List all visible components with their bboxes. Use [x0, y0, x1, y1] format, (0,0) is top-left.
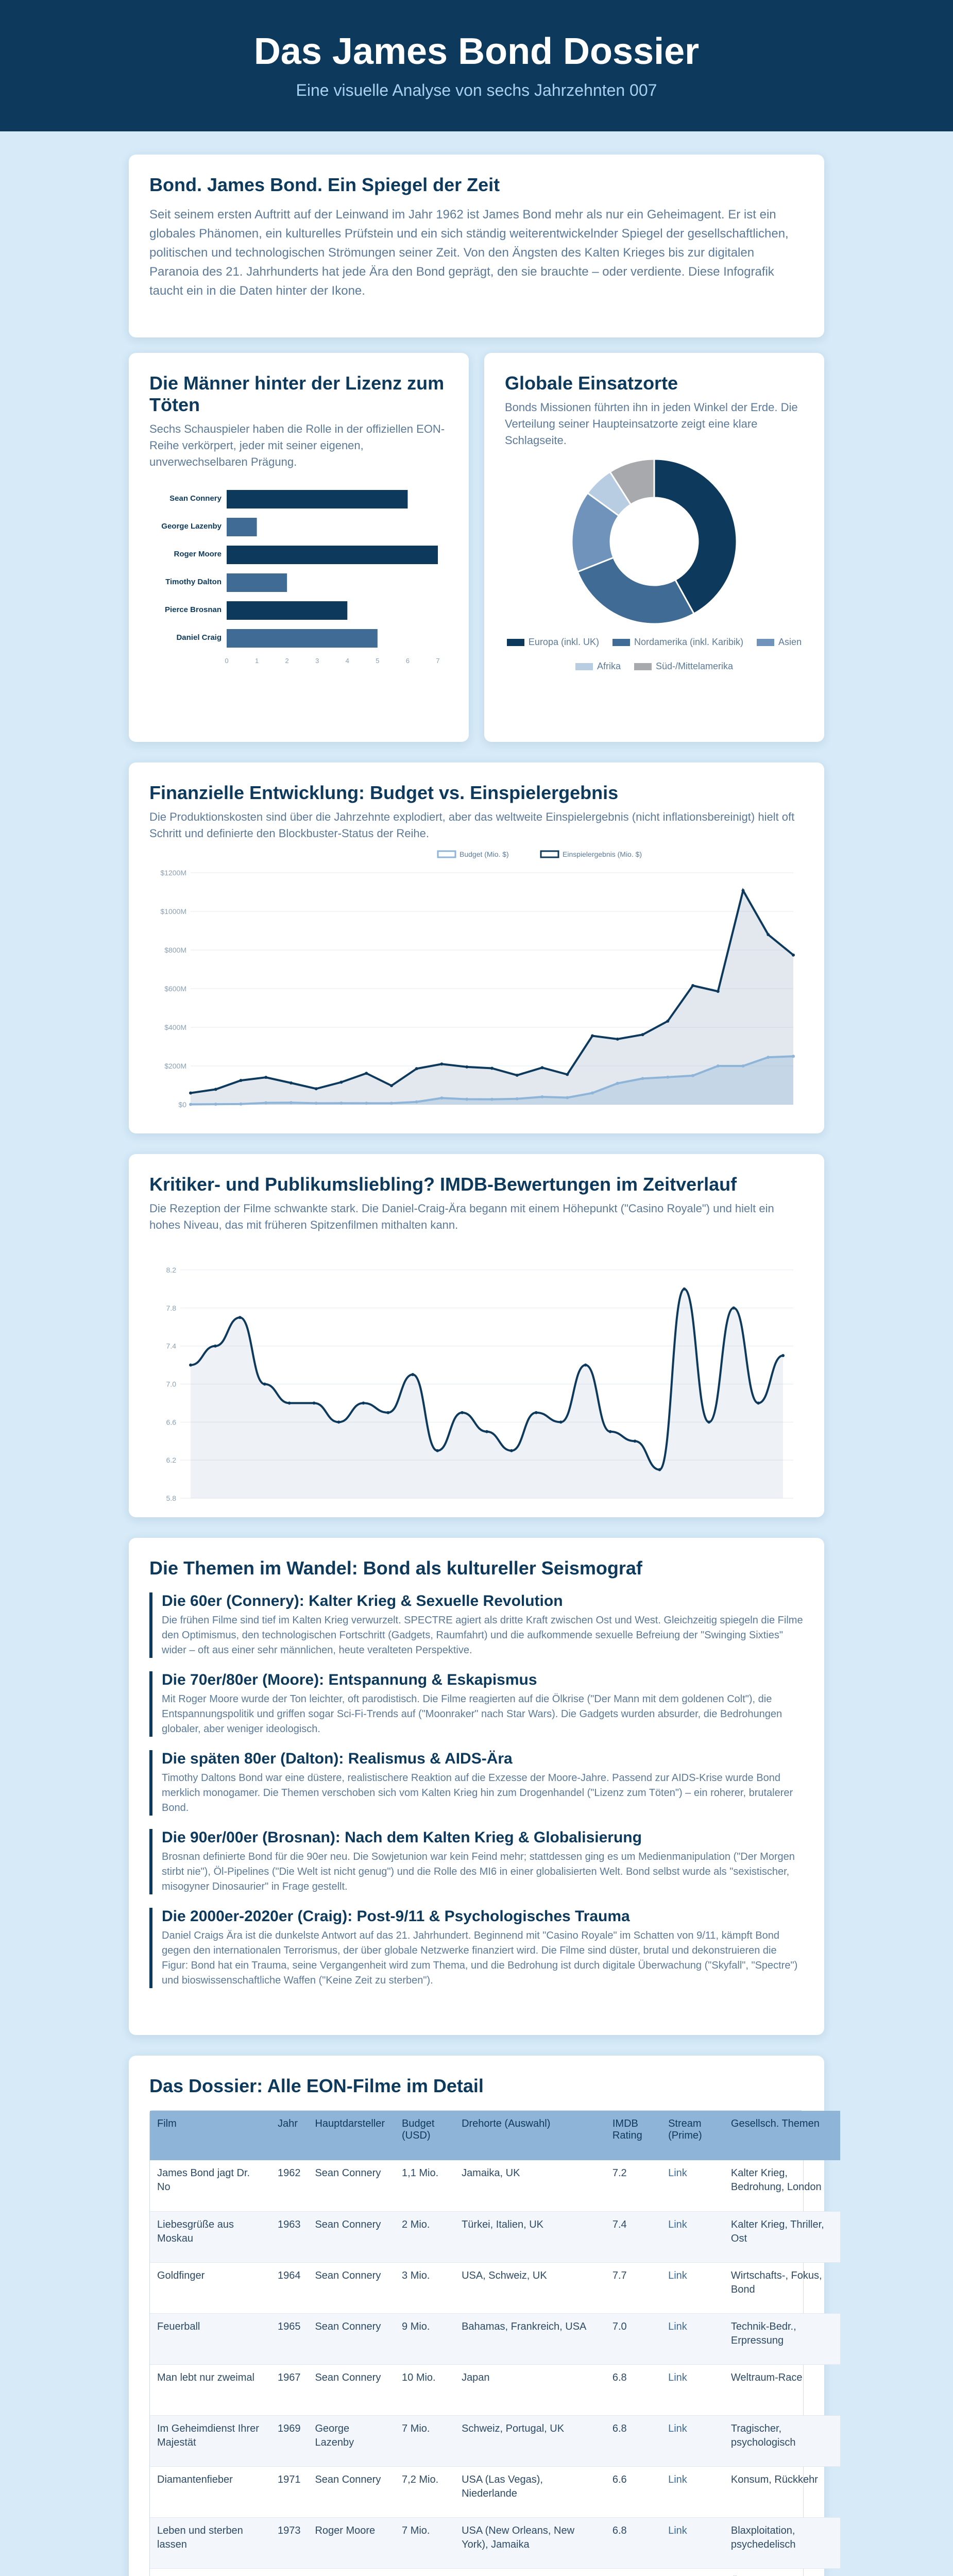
data-point	[767, 1056, 770, 1059]
legend-label: Budget (Mio. $)	[460, 850, 509, 858]
table-cell: 2 Mio.	[395, 2211, 454, 2262]
data-point	[591, 1035, 594, 1038]
stream-link[interactable]: Link	[661, 2517, 724, 2568]
legend-label: Europa (inkl. UK)	[528, 637, 599, 647]
x-tick-label: 7	[436, 657, 440, 665]
imdb-title: Kritiker- und Publikumsliebling? IMDB-Bewertungen im Zeitverlauf	[149, 1174, 737, 1195]
data-point	[535, 1411, 538, 1414]
stream-link[interactable]: Link	[661, 2364, 724, 2415]
data-point	[240, 1079, 243, 1082]
data-point	[240, 1103, 243, 1106]
table-cell: 1,1 Mio.	[395, 2160, 454, 2211]
table-cell: Sean Connery	[308, 2211, 395, 2262]
legend-label: Einspielergebnis (Mio. $)	[563, 850, 642, 858]
data-point	[362, 1401, 365, 1404]
table-cell: Jamaika, UK	[454, 2160, 605, 2211]
actors-title: Die Männer hinter der Lizenz zum Töten	[149, 372, 445, 415]
column-header: Drehorte (Auswahl)	[454, 2111, 605, 2160]
theme-item	[149, 1592, 804, 1658]
column-header: Hauptdarsteller	[308, 2111, 395, 2160]
actors-locations-row	[129, 353, 824, 742]
theme-item	[149, 1671, 804, 1737]
data-point	[490, 1098, 493, 1101]
data-point	[264, 1076, 267, 1079]
data-point	[440, 1062, 444, 1065]
theme-item	[149, 1908, 804, 1988]
table-row	[150, 2415, 840, 2466]
legend-swatch	[438, 851, 455, 857]
theme-heading: Die 2000er-2020er (Craig): Post-9/11 & Psychologisches Trauma	[162, 1908, 630, 1925]
actor-bar	[227, 546, 438, 564]
column-header: Stream (Prime)	[661, 2111, 724, 2160]
data-point	[658, 1468, 661, 1471]
legend-swatch	[507, 639, 524, 646]
legend-label: Nordamerika (inkl. Karibik)	[634, 637, 744, 647]
imdb-line-chart	[149, 1241, 804, 1509]
table-cell: 7.2	[605, 2160, 661, 2211]
bar-label: Pierce Brosnan	[164, 605, 222, 614]
theme-text: Brosnan definierte Bond für die 90er neu. Die Sowjetunion war kein Feind mehr; stattdessen ging es um Medienmanipulation ("Der Morgen stirbt nie"), Öl-Pipelines ("Die Welt ist nicht genug") und die Rolle des MI6 in einer globalisierten Welt. Bond selbst wurde als "sexistischer, misogyner Dinosaurier" in Frage gestellt.	[162, 1851, 795, 1892]
data-point	[340, 1101, 343, 1105]
legend-item	[575, 661, 621, 672]
column-header: Jahr	[270, 2111, 308, 2160]
data-point	[742, 1064, 745, 1067]
table-cell: USA (New Orleans, New York), Jamaika	[454, 2517, 605, 2568]
theme-text: Daniel Craigs Ära ist die dunkelste Antwort auf das 21. Jahrhundert. Beginnend mit "Casino Royale" im Schatten von 9/11, kämpft Bond gegen den internationalen Terrorismus, der über globale Netzwerke finanziert wird. Die Filme sind düster, brutal und dekonstruieren die Figur: Bond hat ein Trauma, seine Vergangenheit wird zum Thema, und die Bedrohung ist durch digitale Überwachung ("Skyfall", "Spectre") und bioswissenschaftliche Waffen ("Keine Zeit zu sterben").	[162, 1930, 798, 1986]
data-point	[707, 1420, 710, 1423]
data-point	[288, 1401, 291, 1404]
theme-heading: Die 70er/80er (Moore): Entspannung & Eskapismus	[162, 1671, 537, 1688]
donut-slice	[577, 557, 694, 624]
table-cell	[395, 2568, 454, 2576]
y-tick-label: 7.8	[166, 1303, 176, 1312]
legend-item	[507, 637, 599, 648]
table-cell: 6.8	[605, 2415, 661, 2466]
data-point	[189, 1092, 192, 1095]
table-cell: Türkei, Italien, UK	[454, 2211, 605, 2262]
table-row	[150, 2517, 840, 2568]
column-header: Budget (USD)	[395, 2111, 454, 2160]
stream-link[interactable]: Link	[661, 2160, 724, 2211]
column-header: IMDB Rating	[605, 2111, 661, 2160]
table-cell: 1963	[270, 2211, 308, 2262]
table-cell: 1962	[270, 2160, 308, 2211]
data-point	[290, 1101, 293, 1104]
dossier-table	[150, 2111, 840, 2576]
themes-title: Die Themen im Wandel: Bond als kultureller Seismograf	[149, 1557, 642, 1579]
budget-area-chart	[149, 847, 804, 1125]
bar-label: Daniel Craig	[176, 633, 222, 642]
data-point	[609, 1430, 612, 1433]
table-cell: 1973	[270, 2517, 308, 2568]
legend-item	[757, 637, 802, 648]
dossier-table-scroll[interactable]	[149, 2110, 824, 2576]
table-cell: Weltraum-Race	[724, 2364, 840, 2415]
legend-swatch	[541, 851, 558, 857]
intro-title: Bond. James Bond. Ein Spiegel der Zeit	[149, 174, 500, 195]
table-body	[150, 2160, 840, 2576]
data-point	[732, 1307, 735, 1310]
x-tick-label: 6	[405, 657, 410, 665]
x-tick-label: 1	[254, 657, 259, 665]
table-cell: 1971	[270, 2466, 308, 2517]
data-point	[584, 1364, 587, 1367]
x-tick-label: 0	[225, 657, 229, 665]
y-tick-label: 5.8	[166, 1494, 176, 1502]
stream-link[interactable]: Link	[661, 2415, 724, 2466]
table-cell: 9 Mio.	[395, 2313, 454, 2364]
table-cell	[454, 2568, 605, 2576]
table-row	[150, 2160, 840, 2211]
data-point	[189, 1364, 192, 1367]
table-cell: Tragischer, psychologisch	[724, 2415, 840, 2466]
legend-label: Süd-/Mittelamerika	[655, 661, 734, 671]
intro-card	[129, 155, 824, 337]
data-point	[616, 1082, 619, 1085]
table-cell: George Lazenby	[308, 2415, 395, 2466]
table-cell: Sean Connery	[308, 2262, 395, 2313]
locations-title: Globale Einsatzorte	[505, 372, 678, 394]
data-point	[666, 1076, 669, 1079]
data-point	[541, 1095, 544, 1098]
data-point	[634, 1439, 637, 1443]
theme-heading: Die 90er/00er (Brosnan): Nach dem Kalten Krieg & Globalisierung	[162, 1829, 642, 1846]
table-cell: 7.0	[605, 2313, 661, 2364]
imdb-desc: Die Rezeption der Filme schwankte stark. Die Daniel-Craig-Ära begann mit einem Höhepunkt ("Casino Royale") und hielt ein hohes Niveau, das mit früheren Spitzenfilmen mithalten kann.	[149, 1202, 774, 1231]
stream-link[interactable]: Link	[661, 2313, 724, 2364]
data-point	[616, 1038, 619, 1041]
stream-link[interactable]	[661, 2568, 724, 2576]
table-row	[150, 2364, 840, 2415]
page-title: Das James Bond Dossier	[253, 31, 700, 72]
theme-text: Timothy Daltons Bond war eine düstere, realistischere Reaktion auf die Exzesse der Moore-Jahre. Passend zur AIDS-Krise wurde Bond merklich monogamer. Die Themen verschoben sich vom Kalten Krieg hin zum Drogenhandel ("Lizenz zum Töten") – ein roherer, brutalerer Bond.	[162, 1772, 793, 1814]
legend-swatch	[612, 639, 630, 646]
table-cell: 1969	[270, 2415, 308, 2466]
y-tick-label: $0	[178, 1100, 186, 1109]
data-point	[315, 1087, 318, 1090]
data-point	[516, 1097, 519, 1100]
table-cell: Im Geheimdienst Ihrer Majestät	[150, 2415, 270, 2466]
table-cell: 7.4	[605, 2211, 661, 2262]
locations-donut-chart	[505, 454, 804, 629]
y-tick-label: $200M	[164, 1062, 186, 1070]
bar-label: Roger Moore	[174, 550, 222, 558]
data-point	[591, 1092, 594, 1095]
page-subtitle: Eine visuelle Analyse von sechs Jahrzehnten 007	[296, 81, 657, 99]
area-fill	[191, 1289, 783, 1498]
table-cell: Sean Connery	[308, 2364, 395, 2415]
data-point	[411, 1373, 414, 1376]
data-point	[239, 1316, 242, 1319]
x-tick-label: 4	[345, 657, 349, 665]
data-point	[313, 1401, 316, 1404]
table-cell: 6.8	[605, 2364, 661, 2415]
bar-label: Sean Connery	[169, 494, 222, 503]
table-cell: 1967	[270, 2364, 308, 2415]
y-tick-label: $800M	[164, 946, 186, 954]
data-point	[757, 1401, 760, 1404]
data-point	[516, 1074, 519, 1077]
actors-desc: Sechs Schauspieler haben die Rolle in der offiziellen EON-Reihe verkörpert, jeder mit seiner eigenen, unverwechselbaren Prägung.	[149, 422, 445, 468]
data-point	[742, 889, 745, 892]
data-point	[691, 984, 694, 987]
legend-label: Afrika	[597, 661, 621, 671]
data-point	[691, 1074, 694, 1077]
data-point	[641, 1033, 644, 1036]
data-point	[717, 1064, 720, 1067]
table-cell: 6.6	[605, 2466, 661, 2517]
theme-item	[149, 1750, 804, 1816]
table-cell	[270, 2568, 308, 2576]
data-point	[315, 1101, 318, 1105]
locations-desc: Bonds Missionen führten ihn in jeden Winkel der Erde. Die Verteilung seiner Haupteinsatzorte zeigt eine klare Schlagseite.	[505, 401, 798, 447]
table-cell: Konsum, Rückkehr	[724, 2466, 840, 2517]
theme-text: Die frühen Filme sind tief im Kalten Krieg verwurzelt. SPECTRE agiert als dritte Kraft zwischen Ost und West. Gleichzeitig spiegeln die Filme den Optimismus, den technologischen Fortschritt (Gadgets, Raumfahrt) und die aufkommende sexuelle Befreiung der "Swinging Sixties" wider – oft aus einer sehr männlichen, heute veralteten Perspektive.	[162, 1615, 803, 1656]
theme-text: Mit Roger Moore wurde der Ton leichter, oft parodistisch. Die Filme reagierten auf die Ölkrise ("Der Mann mit dem goldenen Colt"), die Entspannungspolitik und griffen sogar Sci-Fi-Trends auf ("Moonraker" nach Star Wars). Die Gadgets wurden absurder, die Bedrohungen globaler, aber weniger ideologisch.	[162, 1693, 782, 1735]
table-cell: 7,2 Mio.	[395, 2466, 454, 2517]
dossier-card	[129, 2056, 824, 2576]
data-point	[510, 1449, 513, 1452]
data-point	[386, 1411, 389, 1414]
data-point	[461, 1411, 464, 1414]
table-cell: James Bond jagt Dr. No	[150, 2160, 270, 2211]
data-point	[390, 1101, 393, 1105]
x-tick-label: 3	[315, 657, 319, 665]
bar-label: George Lazenby	[161, 522, 222, 531]
imdb-card	[129, 1154, 824, 1517]
data-point	[440, 1096, 444, 1099]
table-cell: USA, Schweiz, UK	[454, 2262, 605, 2313]
data-point	[465, 1098, 468, 1101]
stream-link[interactable]: Link	[661, 2466, 724, 2517]
data-point	[263, 1382, 266, 1385]
column-header: Gesellsch. Themen	[724, 2111, 840, 2160]
table-cell: Leben und sterben lassen	[150, 2517, 270, 2568]
y-tick-label: 6.6	[166, 1418, 176, 1427]
data-point	[415, 1100, 418, 1104]
table-cell: 1965	[270, 2313, 308, 2364]
legend-label: Asien	[778, 637, 802, 647]
data-point	[436, 1449, 439, 1452]
stream-link[interactable]: Link	[661, 2262, 724, 2313]
table-cell: Sean Connery	[308, 2466, 395, 2517]
table-row	[150, 2262, 840, 2313]
table-cell: Man lebt nur zweimal	[150, 2364, 270, 2415]
actor-bar	[227, 629, 378, 648]
table-cell: Kalter Krieg, Bedrohung, London	[724, 2160, 840, 2211]
table-cell: Bahamas, Frankreich, USA	[454, 2313, 605, 2364]
stream-link[interactable]: Link	[661, 2211, 724, 2262]
table-row	[150, 2466, 840, 2517]
data-point	[490, 1067, 493, 1070]
budget-card	[129, 762, 824, 1133]
table-cell: Blaxploitation, psychedelisch	[724, 2517, 840, 2568]
data-point	[465, 1065, 468, 1069]
legend-item	[634, 661, 733, 672]
table-cell: Feuerball	[150, 2313, 270, 2364]
data-point	[666, 1020, 669, 1023]
x-tick-label: 5	[376, 657, 380, 665]
actors-card	[129, 353, 469, 742]
table-cell	[308, 2568, 395, 2576]
data-point	[641, 1077, 644, 1080]
data-point	[290, 1081, 293, 1084]
table-cell: Diamantenfieber	[150, 2466, 270, 2517]
theme-item	[149, 1829, 804, 1894]
y-tick-label: 8.2	[166, 1265, 176, 1274]
table-cell: Technik-Bedr., Erpressung	[724, 2313, 840, 2364]
actor-bar	[227, 573, 287, 592]
data-point	[717, 990, 720, 993]
table-cell: Wirtschafts-, Fokus, Bond	[724, 2262, 840, 2313]
y-tick-label: $1000M	[160, 907, 186, 916]
table-cell: Sean Connery	[308, 2160, 395, 2211]
table-cell: Schweiz, Portugal, UK	[454, 2415, 605, 2466]
data-point	[781, 1354, 785, 1357]
data-point	[340, 1081, 343, 1084]
data-point	[189, 1103, 192, 1106]
page-header	[0, 0, 953, 131]
table-cell: 3 Mio.	[395, 2262, 454, 2313]
table-cell: 7 Mio.	[395, 2517, 454, 2568]
data-point	[792, 954, 795, 957]
locations-card	[484, 353, 824, 742]
table-cell	[724, 2568, 840, 2576]
data-point	[566, 1073, 569, 1076]
data-point	[683, 1287, 686, 1291]
actors-bar-chart	[149, 481, 448, 697]
y-tick-label: $1200M	[160, 869, 186, 877]
legend-swatch	[634, 663, 652, 670]
y-tick-label: 7.0	[166, 1380, 176, 1388]
table-cell: 10 Mio.	[395, 2364, 454, 2415]
table-cell: Japan	[454, 2364, 605, 2415]
table-cell	[605, 2568, 661, 2576]
table-cell	[150, 2568, 270, 2576]
dossier-title: Das Dossier: Alle EON-Filme im Detail	[149, 2075, 484, 2096]
data-point	[566, 1096, 569, 1099]
table-cell: 1964	[270, 2262, 308, 2313]
data-point	[485, 1430, 488, 1433]
table-cell: Liebesgrüße aus Moskau	[150, 2211, 270, 2262]
y-tick-label: 7.4	[166, 1342, 176, 1350]
table-cell: 6.8	[605, 2517, 661, 2568]
table-row	[150, 2211, 840, 2262]
budget-desc: Die Produktionskosten sind über die Jahrzehnte explodiert, aber das weltweite Einspielergebnis (nicht inflationsbereinigt) hielt oft Schritt und definierte den Blockbuster-Status der Reihe.	[149, 810, 795, 840]
data-point	[390, 1084, 393, 1087]
data-point	[214, 1345, 217, 1348]
data-point	[415, 1067, 418, 1070]
legend-swatch	[757, 639, 774, 646]
data-point	[559, 1420, 563, 1423]
table-cell: Goldfinger	[150, 2262, 270, 2313]
locations-legend	[505, 637, 804, 672]
data-point	[365, 1072, 368, 1075]
data-point	[792, 1055, 795, 1058]
data-point	[767, 933, 770, 936]
data-point	[541, 1066, 544, 1069]
themes-card	[129, 1538, 824, 2035]
column-header: Film	[150, 2111, 270, 2160]
x-tick-label: 2	[285, 657, 289, 665]
actor-bar	[227, 518, 257, 536]
data-point	[264, 1101, 267, 1105]
theme-heading: Die späten 80er (Dalton): Realismus & AIDS-Ära	[162, 1750, 513, 1767]
budget-title: Finanzielle Entwicklung: Budget vs. Einspielergebnis	[149, 782, 619, 803]
table-cell: 7.7	[605, 2262, 661, 2313]
y-tick-label: 6.2	[166, 1456, 176, 1465]
data-point	[365, 1101, 368, 1105]
table-cell: Sean Connery	[308, 2313, 395, 2364]
data-point	[214, 1088, 217, 1091]
theme-heading: Die 60er (Connery): Kalter Krieg & Sexuelle Revolution	[162, 1592, 563, 1609]
table-cell: Kalter Krieg, Thriller, Ost	[724, 2211, 840, 2262]
table-cell: 7 Mio.	[395, 2415, 454, 2466]
data-point	[214, 1103, 217, 1106]
table-row	[150, 2568, 840, 2576]
table-cell: Roger Moore	[308, 2517, 395, 2568]
actor-bar	[227, 490, 407, 509]
legend-item	[612, 637, 743, 648]
intro-text: Seit seinem ersten Auftritt auf der Leinwand im Jahr 1962 ist James Bond mehr als nur ein Geheimagent. Er ist ein globales Phänomen, ein kulturelles Prüfstein und ein sich ständig weiterentwickelnder Spiegel der gesellschaftlichen, politischen und technologischen Strömungen seiner Zeit. Von den Ängsten des Kalten Krieges bis zur digitalen Paranoia des 21. Jahrhunderts hat jede Ära den Bond geprägt, den sie brauchte – oder verdiente. Diese Infografik taucht ein in die Daten hinter der Ikone.	[149, 208, 789, 298]
y-tick-label: $400M	[164, 1023, 186, 1031]
table-cell: USA (Las Vegas), Niederlande	[454, 2466, 605, 2517]
actor-bar	[227, 601, 347, 620]
legend-swatch	[575, 663, 593, 670]
table-row	[150, 2313, 840, 2364]
data-point	[337, 1420, 341, 1423]
bar-label: Timothy Dalton	[165, 578, 222, 586]
y-tick-label: $600M	[164, 985, 186, 993]
table-header-row	[150, 2111, 840, 2160]
